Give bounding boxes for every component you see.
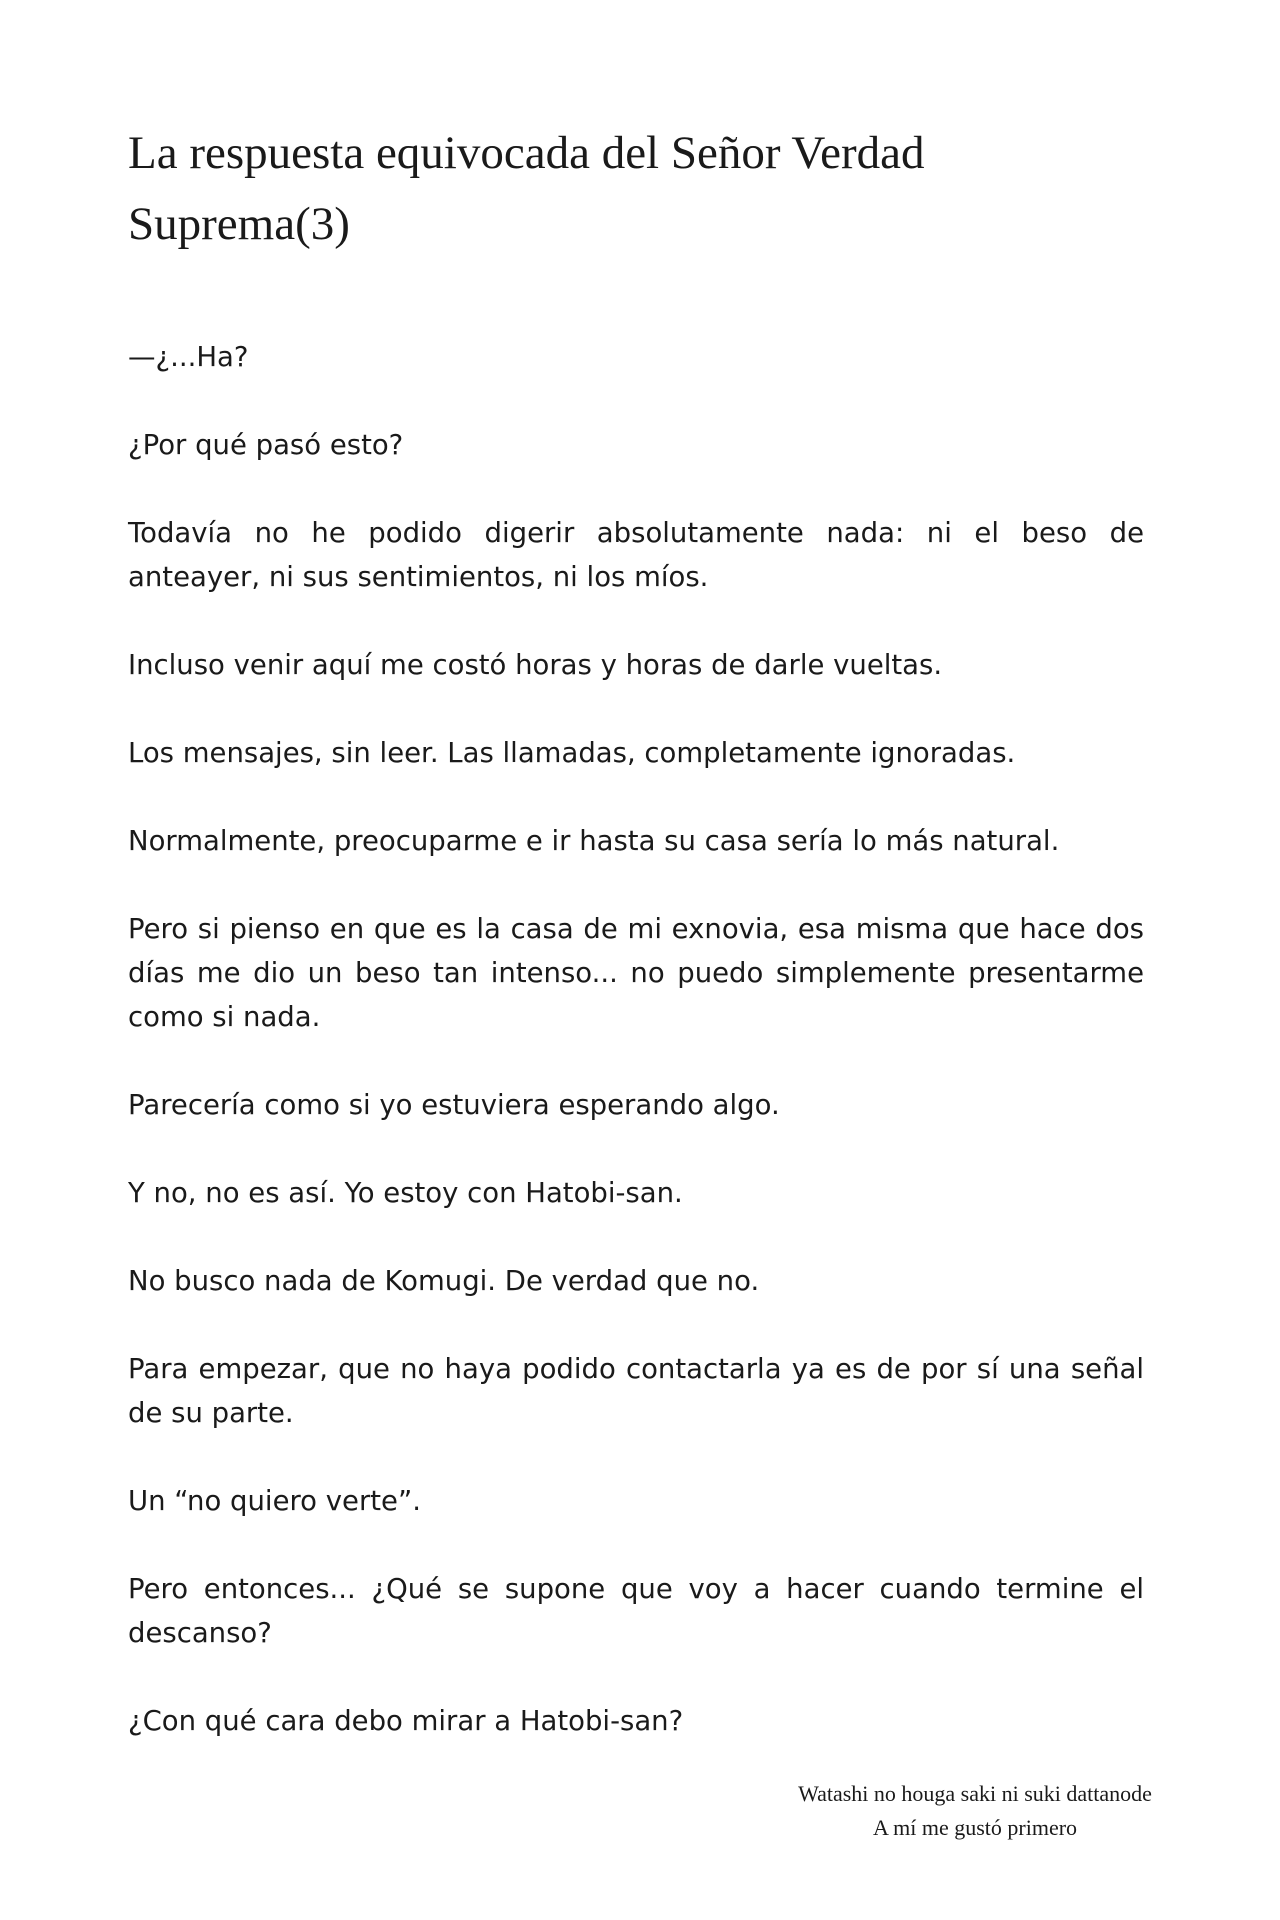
paragraph: Normalmente, preocuparme e ir hasta su casa sería lo más natural. [128,825,1060,857]
paragraph: Un “no quiero verte”. [128,1485,421,1517]
footer-translated-title: A mí me gustó primero [872,1815,1078,1840]
paragraph: Y no, no es así. Yo estoy con Hatobi-san. [128,1177,683,1209]
paragraph: Parecería como si yo estuviera esperando algo. [128,1089,780,1121]
chapter-body [128,335,1144,1787]
paragraph: Para empezar, que no haya podido contactarla ya es de por sí una señal de su parte. [128,1353,1144,1429]
paragraph: Los mensajes, sin leer. Las llamadas, completamente ignoradas. [128,737,1016,769]
paragraph: Todavía no he podido digerir absolutamente nada: ni el beso de anteayer, ni sus sentimientos, ni los míos. [128,517,1144,593]
paragraph: ¿Con qué cara debo mirar a Hatobi-san? [128,1705,684,1737]
paragraph: Pero entonces... ¿Qué se supone que voy a hacer cuando termine el descanso? [128,1573,1144,1649]
paragraph: No busco nada de Komugi. De verdad que no. [128,1265,760,1297]
paragraph: Incluso venir aquí me costó horas y horas de darle vueltas. [128,649,943,681]
page-footer [720,1777,1230,1845]
paragraph: —¿...Ha? [128,341,249,373]
chapter-title: La respuesta equivocada del Señor Verdad Suprema(3) [128,127,925,250]
paragraph: Pero si pienso en que es la casa de mi exnovia, esa misma que hace dos días me dio un beso tan intenso... no puedo simplemente presentarme como si nada. [128,913,1144,1033]
footer-series-title: Watashi no houga saki ni suki dattanode [798,1781,1152,1806]
paragraph: ¿Por qué pasó esto? [128,429,404,461]
